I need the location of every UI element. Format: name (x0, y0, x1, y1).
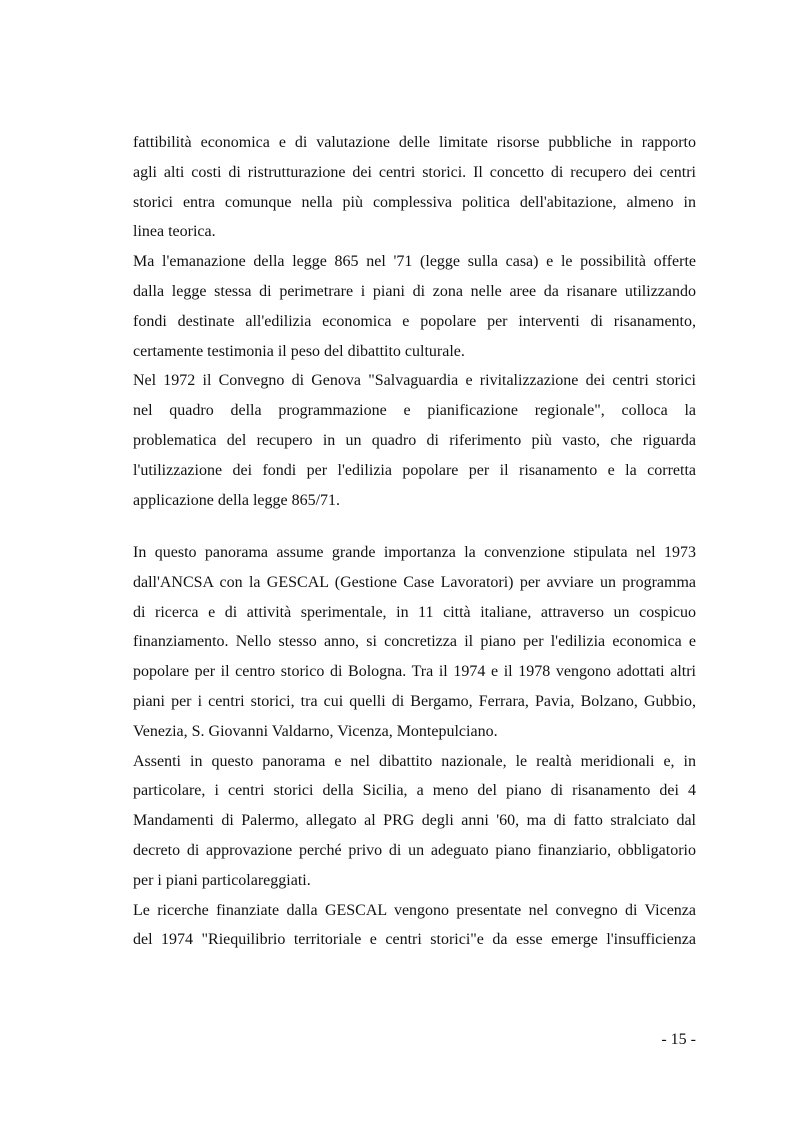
text-line: del 1974 "Riequilibrio territoriale e centri storici"e da esse emerge l'insufficienza (133, 931, 696, 949)
text-line: Venezia, S. Giovanni Valdarno, Vicenza, Montepulciano. (133, 722, 498, 740)
text-block-2 (133, 538, 696, 955)
text-line: dalla legge stessa di perimetrare i piani di zona nelle aree da risanare utilizzando (133, 282, 696, 300)
text-line: Ma l'emanazione della legge 865 nel '71 (legge sulla casa) e le possibilità offerte (133, 253, 696, 271)
text-line: particolare, i centri storici della Sicilia, a meno del piano di risanamento dei 4 (133, 782, 696, 800)
text-line: problematica del recupero in un quadro di riferimento più vasto, che riguarda (133, 431, 696, 449)
text-line: piani per i centri storici, tra cui quelli di Bergamo, Ferrara, Pavia, Bolzano, Gubbio, (133, 692, 696, 710)
text-line: Le ricerche finanziate dalla GESCAL vengono presentate nel convegno di Vicenza (133, 901, 696, 919)
text-line: storici entra comunque nella più complessiva politica dell'abitazione, almeno in (133, 193, 696, 211)
text-line: di ricerca e di attività sperimentale, in 11 città italiane, attraverso un cospicuo (133, 603, 696, 621)
text-line: linea teorica. (133, 223, 216, 241)
text-line: popolare per il centro storico di Bologna. Tra il 1974 e il 1978 vengono adottati altri (133, 663, 696, 681)
text-line: applicazione della legge 865/71. (133, 491, 341, 509)
text-line: decreto di approvazione perché privo di un adeguato piano finanziario, obbligatorio (133, 841, 696, 859)
text-line: dall'ANCSA con la GESCAL (Gestione Case Lavoratori) per avviare un programma (133, 573, 696, 591)
text-line: per i piani particolareggiati. (133, 871, 311, 889)
text-line: l'utilizzazione dei fondi per l'edilizia popolare per il risanamento e la corretta (133, 461, 696, 479)
text-line: In questo panorama assume grande importanza la convenzione stipulata nel 1973 (133, 544, 696, 561)
text-line: Nel 1972 il Convegno di Genova "Salvaguardia e rivitalizzazione dei centri storici (133, 372, 696, 390)
text-block-1 (133, 128, 696, 515)
text-line: fondi destinate all'edilizia economica e popolare per interventi di risanamento, (133, 312, 696, 330)
text-line: agli alti costi di ristrutturazione dei centri storici. Il concetto di recupero dei centri (133, 163, 696, 181)
text-line: Assenti in questo panorama e nel dibattito nazionale, le realtà meridionali e, in (133, 752, 696, 770)
text-line: Mandamenti di Palermo, allegato al PRG degli anni '60, ma di fatto stralciato dal (133, 812, 696, 830)
text-line: finanziamento. Nello stesso anno, si concretizza il piano per l'edilizia economica e (133, 633, 696, 651)
page-number: - 15 - (661, 1031, 696, 1048)
text-line: nel quadro della programmazione e pianificazione regionale", colloca la (133, 402, 696, 420)
text-line: fattibilità economica e di valutazione delle limitate risorse pubbliche in rapporto (133, 134, 696, 151)
text-line: certamente testimonia il peso del dibattito culturale. (133, 342, 465, 360)
